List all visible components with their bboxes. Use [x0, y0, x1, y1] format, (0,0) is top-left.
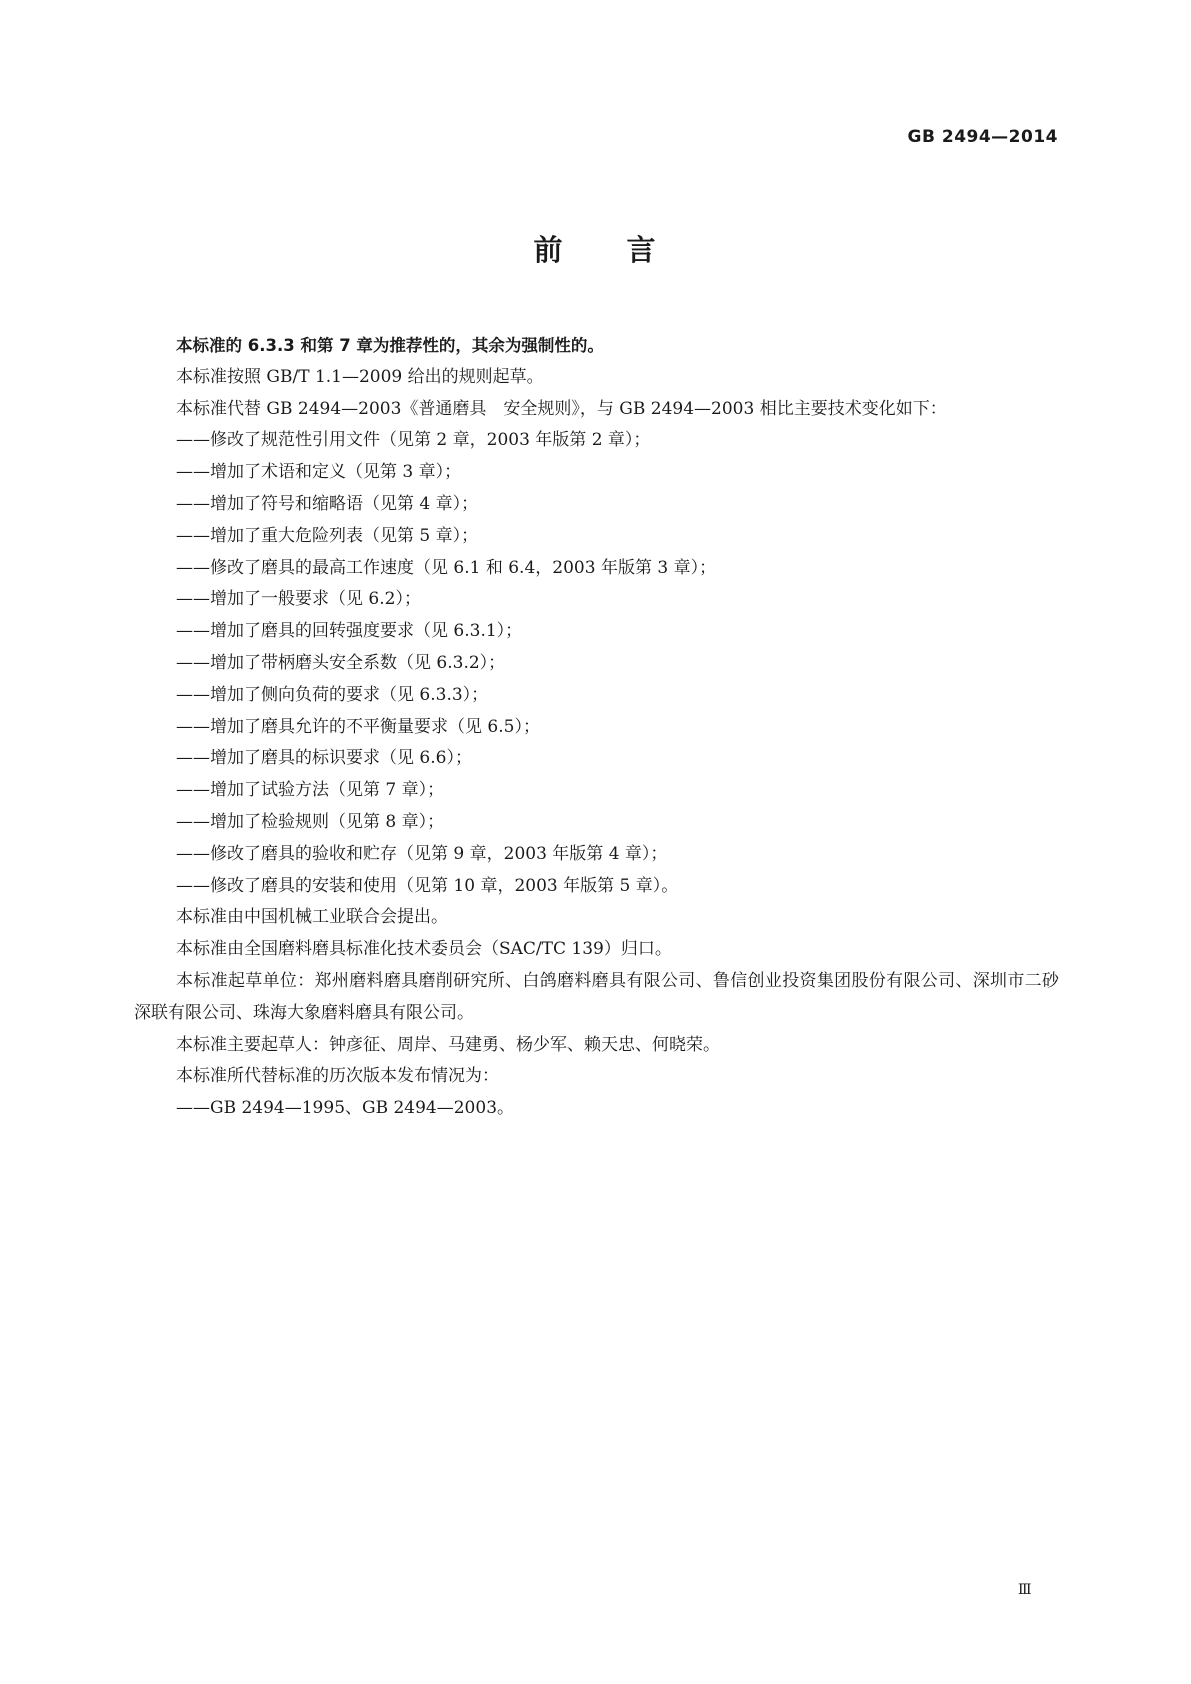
standard-number: GB 2494—2014: [907, 127, 1058, 147]
list-item: ——增加了磨具的回转强度要求（见 6.3.1）；: [176, 621, 523, 642]
list-item: ——增加了带柄磨头安全系数（见 6.3.2）；: [176, 652, 506, 673]
list-item: ——修改了磨具的验收和贮存（见第 9 章，2003 年版第 4 章）；: [176, 843, 668, 864]
list-item: ——增加了术语和定义（见第 3 章）；: [176, 462, 462, 483]
drafting-rule: 本标准按照 GB/T 1.1—2009 给出的规则起草。: [176, 366, 544, 387]
list-item: ——修改了磨具的安装和使用（见第 10 章，2003 年版第 5 章）。: [176, 875, 679, 896]
history-item: ——GB 2494—1995、GB 2494—2003。: [176, 1098, 515, 1119]
list-item: ——增加了磨具的标识要求（见 6.6）；: [176, 748, 472, 769]
proposer-statement: 本标准由中国机械工业联合会提出。: [176, 907, 448, 928]
drafters: 本标准主要起草人：钟彦征、周岸、马建勇、杨少军、赖天忠、何晓荣。: [176, 1034, 720, 1055]
list-item: ——修改了规范性引用文件（见第 2 章，2003 年版第 2 章）；: [176, 430, 651, 451]
list-item: ——增加了侧向负荷的要求（见 6.3.3）；: [176, 684, 489, 705]
list-item: ——增加了符号和缩略语（见第 4 章）；: [176, 493, 479, 514]
replacement-statement: 本标准代替 GB 2494—2003《普通磨具 安全规则》，与 GB 2494—2003 相比主要技术变化如下：: [176, 398, 947, 419]
list-item: ——增加了重大危险列表（见第 5 章）；: [176, 525, 479, 546]
page-number: Ⅲ: [1018, 1582, 1032, 1598]
list-item: ——增加了试验方法（见第 7 章）；: [176, 780, 445, 801]
mandatory-note: 本标准的 6.3.3 和第 7 章为推荐性的，其余为强制性的。: [176, 336, 604, 355]
history-intro: 本标准所代替标准的历次版本发布情况为：: [176, 1066, 499, 1087]
changes-list: [134, 425, 1059, 902]
foreword-body: [134, 330, 1059, 1125]
page-title: 前 言: [533, 233, 658, 267]
drafting-units: 本标准起草单位：郑州磨料磨具磨削研究所、白鸽磨料磨具有限公司、鲁信创业投资集团股份有限公司、深圳市二砂深联有限公司、珠海大象磨料磨具有限公司。: [134, 970, 1059, 1023]
centralized-statement: 本标准由全国磨料磨具标准化技术委员会（SAC/TC 139）归口。: [176, 939, 672, 960]
list-item: ——增加了磨具允许的不平衡量要求（见 6.5）；: [176, 716, 540, 737]
list-item: ——增加了一般要求（见 6.2）；: [176, 589, 421, 610]
list-item: ——增加了检验规则（见第 8 章）；: [176, 811, 445, 832]
list-item: ——修改了磨具的最高工作速度（见 6.1 和 6.4，2003 年版第 3 章）；: [176, 557, 717, 578]
